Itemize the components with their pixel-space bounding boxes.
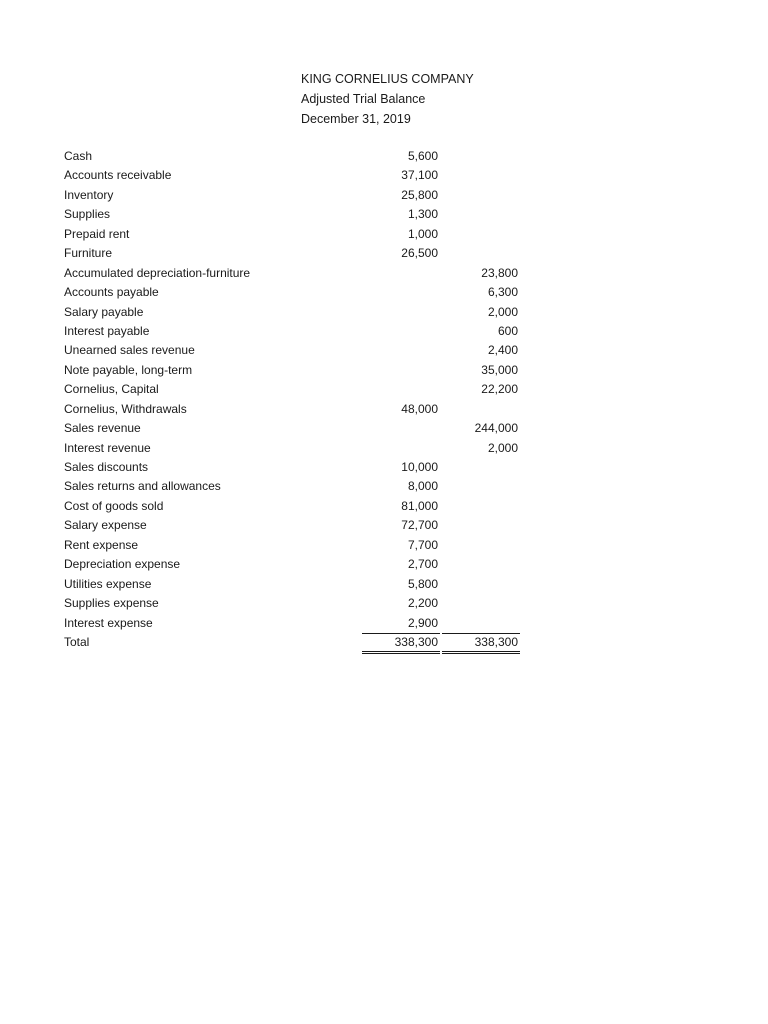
debit-amount: 2,900: [407, 615, 438, 630]
table-row: [64, 439, 524, 458]
table-row: [64, 497, 524, 516]
table-row: [64, 419, 524, 438]
debit-amount: 2,200: [407, 596, 438, 611]
table-row: [64, 380, 524, 399]
account-name: Note payable, long-term: [64, 362, 193, 377]
debit-amount: 8,000: [407, 479, 438, 494]
account-name: Interest expense: [64, 615, 153, 630]
credit-amount: 600: [497, 323, 518, 338]
statement-title: Adjusted Trial Balance: [301, 92, 426, 106]
account-name: Cornelius, Withdrawals: [64, 401, 187, 416]
debit-amount: 48,000: [401, 401, 438, 416]
account-name: Sales returns and allowances: [64, 479, 221, 494]
debit-amount: 81,000: [401, 498, 438, 513]
total-row: [64, 633, 524, 652]
account-name: Furniture: [64, 246, 113, 261]
table-row: [64, 283, 524, 302]
table-row: [64, 147, 524, 166]
account-name: Cornelius, Capital: [64, 382, 159, 397]
table-row: [64, 166, 524, 185]
document-header: [301, 69, 474, 129]
account-name: Cost of goods sold: [64, 498, 164, 513]
account-name: Accumulated depreciation-furniture: [64, 265, 251, 280]
debit-amount: 1,300: [407, 207, 438, 222]
total-credit: 338,300: [442, 633, 520, 654]
table-row: [64, 303, 524, 322]
table-row: [64, 225, 524, 244]
debit-amount: 2,700: [407, 557, 438, 572]
account-name: Salary expense: [64, 518, 147, 533]
debit-amount: 1,000: [407, 226, 438, 241]
credit-amount: 2,400: [487, 343, 518, 358]
table-row: [64, 575, 524, 594]
credit-amount: 22,200: [481, 382, 518, 397]
table-row: [64, 322, 524, 341]
table-row: [64, 516, 524, 535]
debit-amount: 25,800: [401, 187, 438, 202]
table-row: [64, 477, 524, 496]
debit-amount: 26,500: [401, 246, 438, 261]
debit-amount: 37,100: [401, 168, 438, 183]
table-row: [64, 244, 524, 263]
account-name: Accounts payable: [64, 285, 159, 300]
total-debit: 338,300: [362, 633, 440, 654]
table-row: [64, 186, 524, 205]
account-name: Sales revenue: [64, 421, 141, 436]
credit-amount: 23,800: [481, 265, 518, 280]
total-label: Total: [64, 634, 90, 649]
account-name: Rent expense: [64, 537, 139, 552]
account-name: Cash: [64, 149, 93, 163]
table-row: [64, 341, 524, 360]
debit-amount: 10,000: [401, 460, 438, 474]
company-name: KING CORNELIUS COMPANY: [301, 72, 474, 86]
statement-date: December 31, 2019: [301, 112, 411, 126]
debit-amount: 72,700: [401, 518, 438, 533]
account-name: Accounts receivable: [64, 168, 172, 183]
account-name: Interest revenue: [64, 440, 151, 455]
credit-amount: 2,000: [487, 440, 518, 455]
account-name: Prepaid rent: [64, 226, 130, 241]
account-name: Sales discounts: [64, 460, 149, 474]
table-row: [64, 264, 524, 283]
account-name: Supplies expense: [64, 596, 159, 611]
table-row: [64, 594, 524, 613]
debit-amount: 7,700: [407, 537, 438, 552]
account-name: Supplies: [64, 207, 111, 222]
account-name: Depreciation expense: [64, 557, 181, 572]
table-row: [64, 555, 524, 574]
account-name: Unearned sales revenue: [64, 343, 195, 358]
table-row: [64, 205, 524, 224]
credit-amount: 35,000: [481, 362, 518, 377]
table-row: [64, 536, 524, 555]
account-name: Salary payable: [64, 304, 144, 319]
table-row: [64, 400, 524, 419]
account-name: Utilities expense: [64, 576, 152, 591]
trial-balance-table: [64, 147, 524, 652]
debit-amount: 5,800: [407, 576, 438, 591]
credit-amount: 244,000: [474, 421, 518, 436]
table-row: [64, 458, 524, 477]
account-name: Interest payable: [64, 323, 150, 338]
credit-amount: 2,000: [487, 304, 518, 319]
table-row: [64, 614, 524, 633]
credit-amount: 6,300: [487, 285, 518, 300]
debit-amount: 5,600: [407, 149, 438, 163]
account-name: Inventory: [64, 187, 114, 202]
table-row: [64, 361, 524, 380]
